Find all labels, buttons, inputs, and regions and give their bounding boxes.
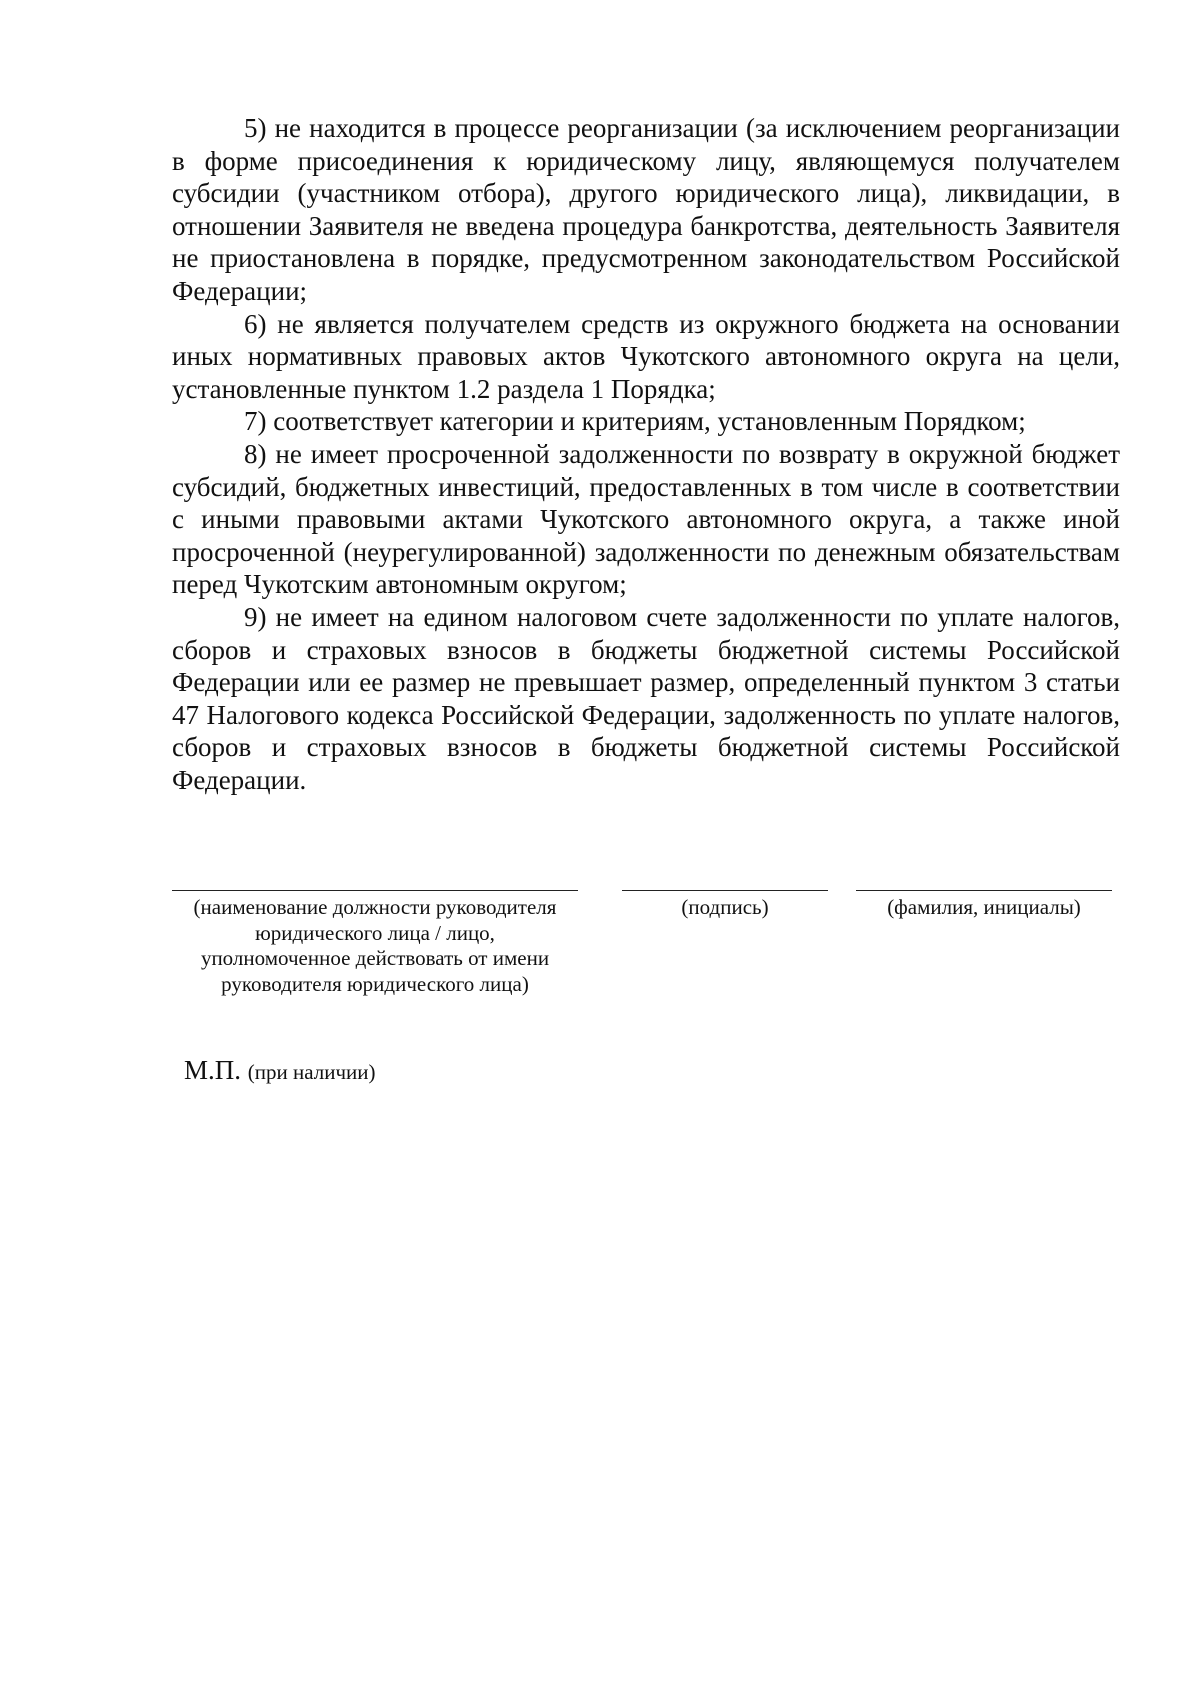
- signature-caption: (подпись): [681, 895, 769, 919]
- stamp-place: [184, 1054, 375, 1088]
- signature-field: [622, 890, 828, 921]
- clause-5: 5) не находится в процессе реорганизации (за исключением реорганизации в форме присоединения к юридическому лицу, являющемуся получателем субсидии (участником отбора), другого юридического лица), ликвидации, в отношении Заявителя не введена процедура банкротства, деятельность Заявителя не приостановлена в порядке, предусмотренном законодательством Российской Федерации;: [172, 113, 1120, 306]
- clause-6: 6) не является получателем средств из окружного бюджета на основании иных нормативных правовых актов Чукотского автономного округа на цели, установленные пунктом 1.2 раздела 1 Порядка;: [172, 308, 1120, 404]
- stamp-note: (при наличии): [247, 1060, 376, 1084]
- position-line: [172, 890, 578, 891]
- document-body: [172, 112, 1120, 796]
- position-signature-field: [172, 890, 578, 997]
- clause-8: 8) не имеет просроченной задолженности по возврату в окружной бюджет субсидий, бюджетных инвестиций, предоставленных в том числе в соответствии с иными правовыми актами Чукотского автономного округа, а также иной просроченной (неурегулированной) задолженности по денежным обязательствам перед Чукотским автономным округом;: [172, 438, 1120, 600]
- position-caption: (наименование должности руководителя юридического лица / лицо, уполномоченное действовать от имени руководителя юридического лица): [193, 895, 557, 996]
- stamp-label: М.П.: [184, 1055, 242, 1085]
- name-line: [856, 890, 1112, 891]
- clause-7: 7) соответствует категории и критериям, установленным Порядком;: [244, 406, 1026, 437]
- clause-9: 9) не имеет на едином налоговом счете задолженности по уплате налогов, сборов и страховых взносов в бюджеты бюджетной системы Российской Федерации или ее размер не превышает размер, определенный пунктом 3 статьи 47 Налогового кодекса Российской Федерации, задолженность по уплате налогов, сборов и страховых взносов в бюджеты бюджетной системы Российской Федерации.: [172, 601, 1120, 795]
- signature-line: [622, 890, 828, 891]
- name-signature-field: [856, 890, 1112, 921]
- name-caption: (фамилия, инициалы): [887, 895, 1081, 919]
